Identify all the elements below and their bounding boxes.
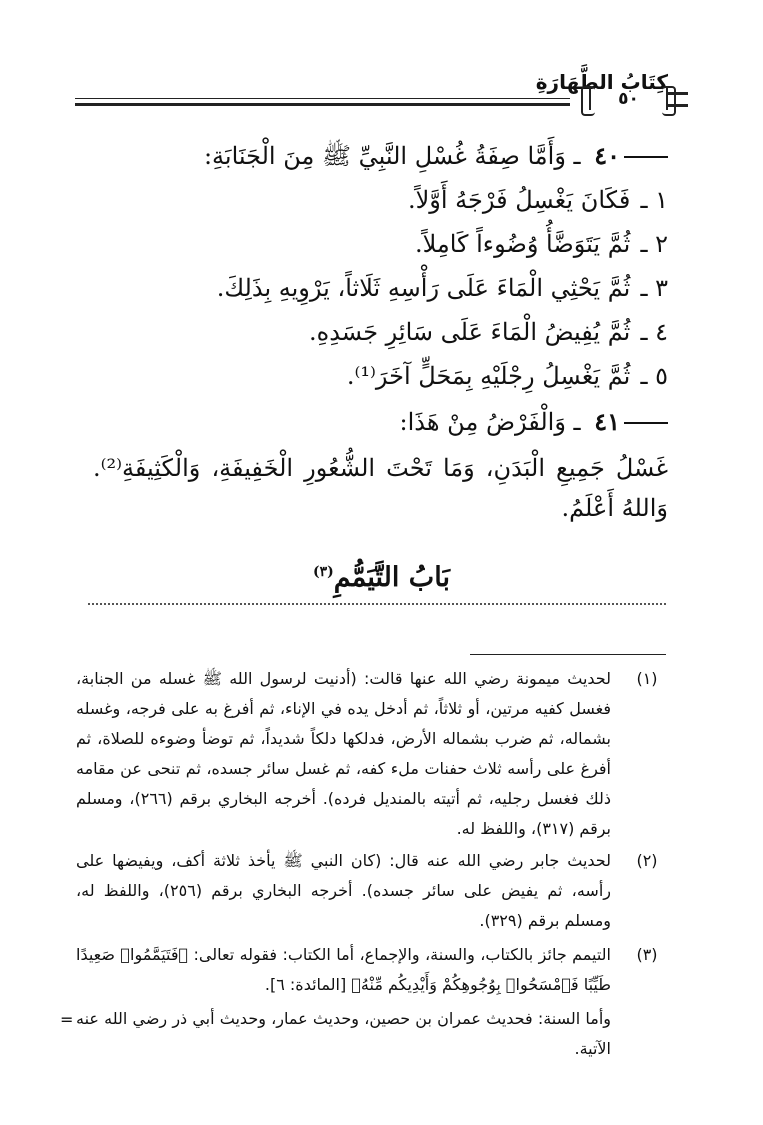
item-41-text: ـ وَالْفَرْضُ مِنْ هَذَا: <box>399 408 581 436</box>
footnote-number: (٣) <box>636 945 658 964</box>
footnote-text: لحديث جابر رضي الله عنه قال: (كان النبي ﷺ يأخذ ثلاثة أكف، ويفيضها على رأسه، ثم يفيض على سائر جسده). أخرجه البخاري برقم (٢٥٦)، واللفظ له، ومسلم برقم (٣٢٩). <box>76 851 611 930</box>
list-number: ٥ ـ <box>640 362 668 390</box>
footnote-number: (٢) <box>636 851 658 870</box>
section-note-ref: (٣) <box>313 564 334 580</box>
list-item <box>68 180 668 220</box>
list-text: ثُمَّ يُفِيضُ الْمَاءَ عَلَى سَائِرِ جَسَدِهِ. <box>308 318 631 346</box>
dotted-separator <box>88 603 666 605</box>
footnote-number: (١) <box>636 669 658 688</box>
header-rule-thick <box>75 103 570 106</box>
list-text: ثُمَّ يَغْسِلُ رِجْلَيْهِ بِمَحَلٍّ آخَرَ⁽¹⁾. <box>346 362 631 390</box>
item-marker-line <box>624 422 668 424</box>
header-double-rule <box>668 92 688 107</box>
list-item <box>68 224 668 264</box>
footnote-rule <box>470 654 666 655</box>
item-marker-line <box>624 156 668 158</box>
list-item <box>68 312 668 352</box>
footnote-3 <box>76 940 658 1000</box>
continuation-mark: = <box>60 1010 74 1029</box>
header-rule <box>75 98 570 99</box>
list-number: ٢ ـ <box>640 230 668 258</box>
footnote-3-continued: وأما السنة: فحديث عمران بن حصين، وحديث عمار، وحديث أبي ذر رضي الله عنه الآتية. <box>76 1009 611 1058</box>
item-40-text: ـ وَأَمَّا صِفَةُ غُسْلِ النَّبِيِّ ﷺ مِنَ الْجَنَابَةِ: <box>203 142 581 170</box>
section-title <box>0 562 763 593</box>
item-40-number: ٤٠ <box>594 141 620 170</box>
item-41-number: ٤١ <box>594 407 620 436</box>
page-number: ٥٠ <box>589 88 668 110</box>
list-text: ثُمَّ يَحْثِي الْمَاءَ عَلَى رَأْسِهِ ثَلَاثاً، يَرْوِيهِ بِذَلِكَ. <box>216 274 631 302</box>
footnote-text: لحديث ميمونة رضي الله عنها قالت: (أدنيت لرسول الله ﷺ غسله من الجنابة، فغسل كفيه مرتين، أو ثلاثاً، ثم أدخل يده في الإناء، ثم أفرغ به على فرجه، وغسله بشماله، ثم ضرب بشماله الأرض، فدلكها دلكاً شديداً، ثم توضأ وضوءه للصلاة، ثم أفرغ على رأسه ثلاث حفنات ملء كفه، ثم غسل سائر جسده، ثم تنحى عن مقامه ذلك فغسل رجليه، ثم أتيته بالمنديل فرده). أخرجه البخاري برقم (٢٦٦)، ومسلم برقم (٣١٧)، واللفظ له. <box>76 669 611 838</box>
list-item <box>68 268 668 308</box>
list-item <box>68 356 668 396</box>
list-number: ٤ ـ <box>640 318 668 346</box>
running-head: كِتَابُ الطَّهَارَةِ <box>535 70 668 94</box>
item-40 <box>68 136 668 176</box>
item-41-body: غَسْلُ جَمِيعِ الْبَدَنِ، وَمَا تَحْتَ الشُّعُورِ الْخَفِيفَةِ، وَالْكَثِيفَةِ⁽²⁾. وَاللهُ أَعْلَمُ. <box>93 454 668 522</box>
footnote-2 <box>76 846 658 936</box>
list-text: ثُمَّ يَتَوَضَّأُ وُضُوءاً كَامِلاً. <box>414 230 631 258</box>
list-number: ١ ـ <box>640 186 668 214</box>
list-number: ٣ ـ <box>640 274 668 302</box>
footnote-1 <box>76 664 658 844</box>
footnote-text: التيمم جائز بالكتاب، والسنة، والإجماع، أما الكتاب: فقوله تعالى: ﴿فَتَيَمَّمُوا۟ صَعِيدًا طَيِّبًا فَٱمْسَحُوا۟ بِوُجُوهِكُمْ وَأَيْدِيكُم مِّنْهُ﴾ [المائدة: ٦]. <box>76 945 611 994</box>
item-41 <box>68 402 668 442</box>
section-title-text: بَابُ التَّيَمُّمِ <box>333 562 450 593</box>
list-text: فَكَانَ يَغْسِلُ فَرْجَهُ أَوَّلاً. <box>407 186 631 214</box>
